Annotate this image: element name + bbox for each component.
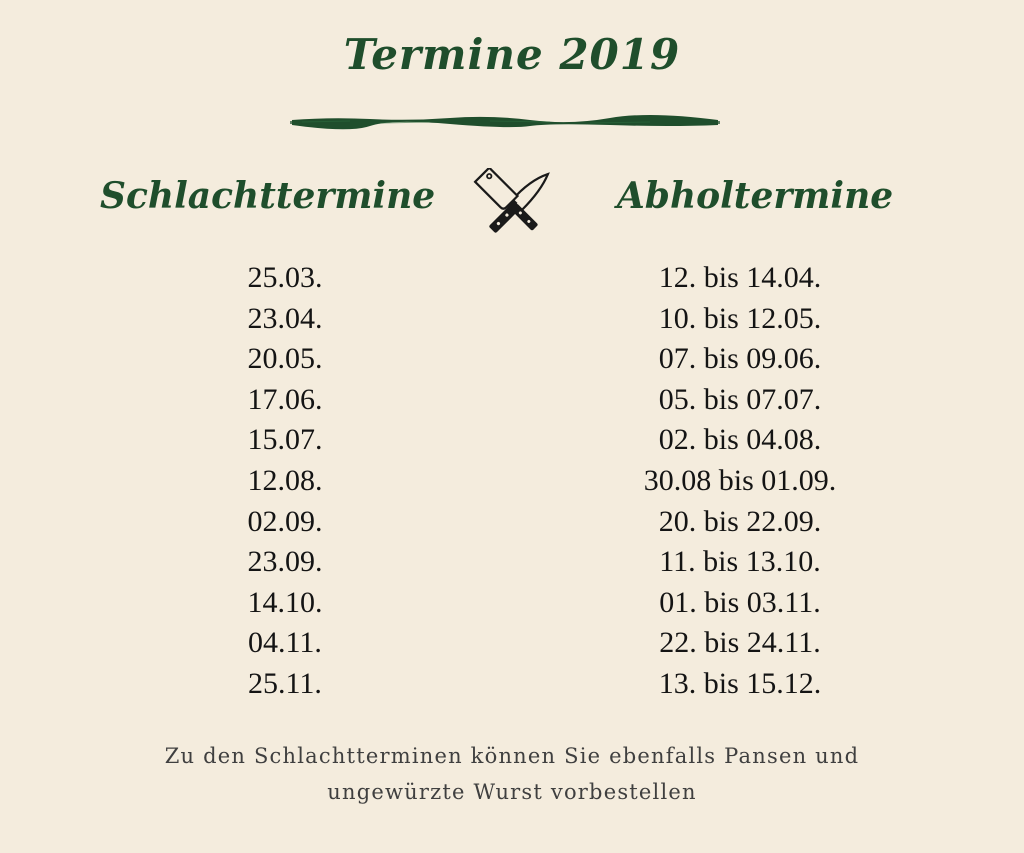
footnote	[60, 738, 964, 810]
slaughter-date: 25.03.	[247, 261, 323, 294]
pickup-date: 10. bis 12.05.	[658, 301, 822, 335]
pickup-date: 11. bis 13.10.	[659, 545, 821, 579]
slaughter-dates-heading: Schlachttermine	[100, 175, 436, 217]
pickup-dates-heading: Abholtermine	[616, 175, 894, 217]
pickup-date: 12. bis 14.04.	[658, 261, 822, 294]
slaughter-date: 17.06.	[247, 382, 323, 416]
brush-stroke-divider	[290, 112, 720, 132]
slaughter-date: 23.04.	[247, 301, 323, 335]
crossed-knives-icon	[458, 168, 570, 248]
slaughter-date: 04.11.	[248, 626, 322, 660]
pickup-date: 07. bis 09.06.	[658, 342, 822, 376]
slaughter-date: 23.09.	[247, 545, 323, 579]
pickup-date: 02. bis 04.08.	[658, 423, 822, 457]
footnote-line: ungewürzte Wurst vorbestellen	[327, 780, 697, 804]
slaughter-date: 20.05.	[247, 342, 323, 376]
slaughter-date: 25.11.	[248, 666, 322, 700]
pickup-date: 05. bis 07.07.	[658, 382, 822, 416]
slaughter-dates-list	[170, 258, 400, 705]
slaughter-date: 12.08.	[247, 463, 323, 497]
footnote-line: Zu den Schlachtterminen können Sie ebenfalls Pansen und	[164, 744, 860, 768]
pickup-date: 13. bis 15.12.	[658, 666, 822, 700]
pickup-date: 30.08 bis 01.09.	[643, 463, 837, 497]
pickup-date: 20. bis 22.09.	[658, 504, 822, 538]
slaughter-date: 14.10.	[247, 585, 323, 619]
pickup-dates-list	[580, 258, 900, 705]
page-title: Termine 2019	[343, 30, 681, 79]
slaughter-date: 02.09.	[247, 504, 323, 538]
slaughter-date: 15.07.	[247, 423, 323, 457]
pickup-date: 01. bis 03.11.	[659, 585, 821, 619]
pickup-date: 22. bis 24.11.	[659, 626, 821, 660]
